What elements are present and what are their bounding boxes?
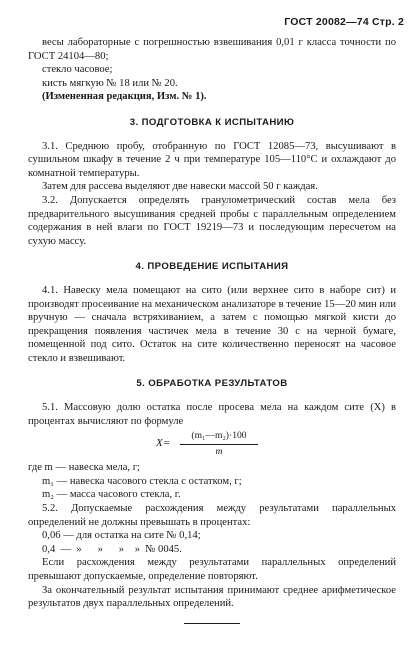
formula (28, 429, 396, 459)
intro-line-1: весы лабораторные с погрешностью взвешивания 0,01 г класса точности по ГОСТ 24104—80; (28, 37, 396, 62)
end-rule (184, 623, 240, 624)
section-3-paragraph-2: Затем для рассева выделяют две навески массой 50 г каждая. (42, 181, 318, 193)
intro-line-2: стекло часовое; (42, 64, 113, 76)
section-5-paragraph-4: За окончательный результат испытания принимают среднее арифметическое результатов двух параллельных определений. (28, 584, 396, 610)
formula-lhs: X= (156, 437, 171, 450)
definition-m1: m₁ — навеска часового стекла с остатком, г; (42, 475, 242, 487)
definition-m: где m — навеска мела, г; (28, 462, 140, 474)
section-5-paragraph-3: Если расхождения между результатами параллельных определений превышают допускаемые, определение повторяют. (28, 557, 396, 582)
section-5-title: 5. ОБРАБОТКА РЕЗУЛЬТАТОВ (136, 378, 288, 390)
document-body (28, 36, 396, 624)
formula-denominator: m (215, 446, 223, 458)
formula-numerator: (m₁—m₂)·100 (180, 429, 258, 445)
amendment-note: (Измененная редакция, Изм. № 1). (42, 91, 207, 103)
tolerance-2: 0,4 — » » » » № 0045. (42, 543, 182, 555)
section-4-title: 4. ПРОВЕДЕНИЕ ИСПЫТАНИЯ (135, 261, 289, 273)
section-3-paragraph-3: 3.2. Допускается определять гранулометрический состав мела без предварительного высушивания средней пробы с параллельным определением содержания в ней влаги по ГОСТ 19219—73 и последующим пересчетом на сухую массу. (28, 194, 396, 247)
intro-line-3: кисть мягкую № 18 или № 20. (42, 77, 178, 89)
formula-definitions (28, 461, 396, 502)
section-3-title: 3. ПОДГОТОВКА К ИСПЫТАНИЮ (129, 116, 295, 128)
section-3-paragraph-1: 3.1. Среднюю пробу, отобранную по ГОСТ 12085—73, высушивают в сушильном шкафу в течение 2 ч при температуре 105—110°С и охлаждают до комнатной температуры. (28, 140, 396, 179)
page-header: ГОСТ 20082—74 Стр. 2 (284, 16, 404, 28)
section-4-paragraph-1: 4.1. Навеску мела помещают на сито (или верхнее сито в наборе сит) и производят просеивание на механическом анализаторе в течение 15—20 мин или вручную — сначала встряхиванием, а затем с помощью мягкой кисти до прекращения появления частичек мела в течение 30 с на черной бумаге, помещенной под сито. Остаток на сите количественно переносят на часовое стекло и взвешивают. (28, 284, 396, 364)
section-5-paragraph-2: 5.2. Допускаемые расхождения между результатами параллельных определений не должны превышать в процентах: (28, 503, 396, 528)
tolerance-1: 0,06 — для остатка на сите № 0,14; (42, 530, 201, 542)
section-5-paragraph-1: 5.1. Массовую долю остатка после просева мела на каждом сите (X) в процентах вычисляют по формуле (28, 402, 396, 427)
definition-m2: m₂ — масса часового стекла, г. (42, 489, 181, 501)
